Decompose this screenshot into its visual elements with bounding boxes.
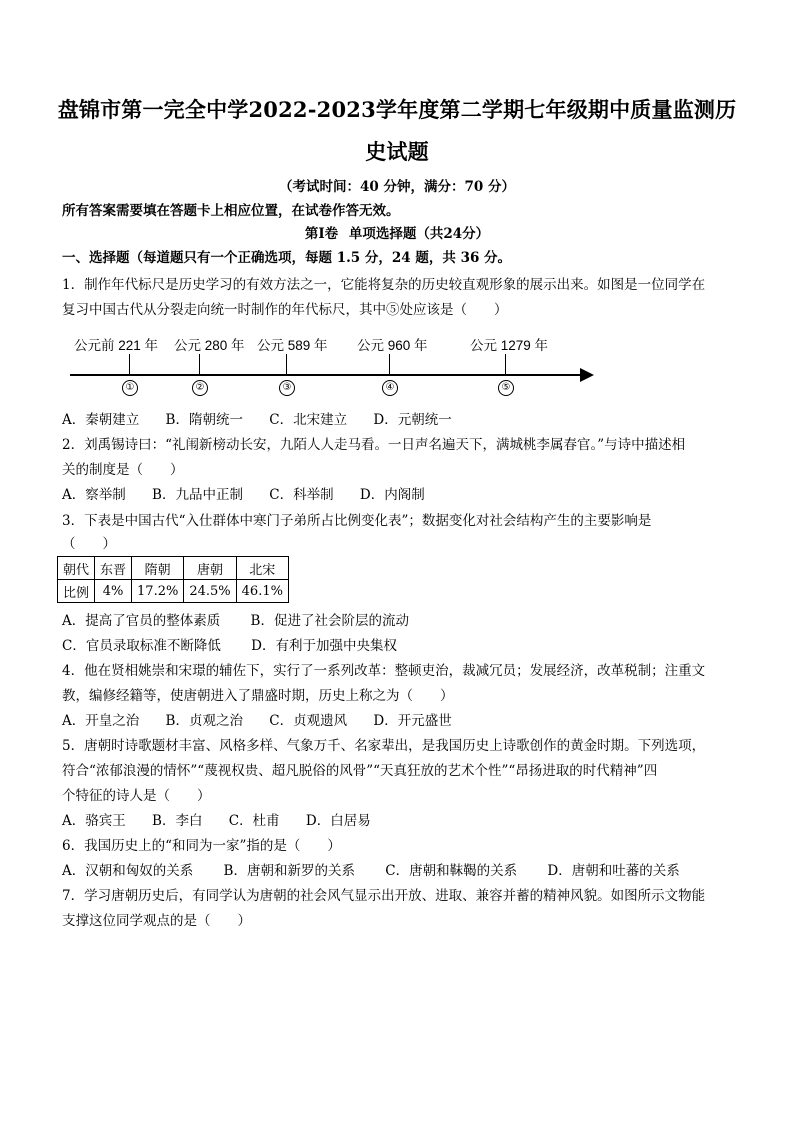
option-a[interactable]: A．察举制 bbox=[62, 487, 126, 503]
option-b[interactable]: B．贞观之治 bbox=[165, 713, 243, 729]
option-a[interactable]: A．提高了官员的整体素质 bbox=[62, 613, 221, 629]
option-c[interactable]: C．北宋建立 bbox=[269, 412, 348, 428]
question-5-options bbox=[62, 809, 393, 829]
timeline-marker-5: ⑤ bbox=[498, 380, 514, 396]
question-4-line1: 4．他在贤相姚崇和宋璟的辅佐下，实行了一系列改革：整顿吏治，裁减冗员；发展经济，改革税制；注重文 bbox=[62, 663, 706, 679]
question-4-options bbox=[62, 709, 474, 729]
option-d[interactable]: D．内阁制 bbox=[359, 487, 425, 503]
timeline-tick bbox=[389, 354, 390, 374]
exam-title-line2: 史试题 bbox=[365, 139, 429, 164]
table-cell: 东晋 bbox=[95, 557, 132, 580]
question-4-line2: 教，编修经籍等，使唐朝进入了鼎盛时期，历史上称之为（ ） bbox=[62, 688, 454, 704]
option-a[interactable]: A．开皇之治 bbox=[62, 713, 140, 729]
timeline-figure bbox=[64, 326, 604, 398]
option-d[interactable]: D．唐朝和吐蕃的关系 bbox=[547, 863, 680, 879]
timeline-tick bbox=[286, 354, 287, 374]
table-cell: 唐朝 bbox=[184, 557, 236, 580]
question-2-line2: 关的制度是（ ） bbox=[62, 462, 184, 478]
timeline-tick bbox=[199, 354, 200, 374]
question-6-options bbox=[62, 859, 706, 879]
section-title: 第Ⅰ卷 单项选择题（共24分） bbox=[304, 226, 490, 242]
option-c[interactable]: C．唐朝和靺鞨的关系 bbox=[385, 863, 518, 879]
question-1-line2: 复习中国古代从分裂走向统一时制作的年代标尺，其中⑤处应该是（ ） bbox=[62, 302, 508, 318]
question-2-options bbox=[62, 483, 447, 503]
exam-info: （考试时间：40 分钟，满分：70 分） bbox=[279, 179, 515, 195]
option-b[interactable]: B．李白 bbox=[152, 813, 203, 829]
option-b[interactable]: B．隋朝统一 bbox=[165, 412, 243, 428]
option-d[interactable]: D．有利于加强中央集权 bbox=[251, 638, 397, 654]
question-5-line3: 个特征的诗人是（ ） bbox=[62, 788, 211, 804]
question-1-line1: 1．制作年代标尺是历史学习的有效方法之一，它能将复杂的历史较直观形象的展示出来。如图是一位同学在 bbox=[62, 277, 706, 293]
table-cell: 隋朝 bbox=[132, 557, 184, 580]
option-d[interactable]: D．元朝统一 bbox=[373, 412, 452, 428]
question-5-line1: 5．唐朝时诗歌题材丰富、风格多样、气象万千、名家辈出，是我国历史上诗歌创作的黄金时期。下列选项， bbox=[62, 738, 706, 754]
table-cell: 46.1% bbox=[236, 580, 288, 603]
table-cell: 比例 bbox=[58, 580, 95, 603]
timeline-marker-1: ① bbox=[122, 380, 138, 396]
table-cell: 17.2% bbox=[132, 580, 184, 603]
timeline-label-1: 公元前 221 年 bbox=[74, 338, 159, 353]
timeline-marker-4: ④ bbox=[382, 380, 398, 396]
ratio-table bbox=[57, 556, 289, 603]
timeline-axis bbox=[70, 374, 586, 376]
timeline-label-2: 公元 280 年 bbox=[174, 338, 245, 353]
timeline-label-5: 公元 1279 年 bbox=[470, 338, 549, 353]
answer-notice: 所有答案需要填在答题卡上相应位置，在试卷作答无效。 bbox=[62, 203, 400, 219]
option-c[interactable]: C．杜甫 bbox=[228, 813, 280, 829]
question-6-line1: 6．我国历史上的“和同为一家”指的是（ ） bbox=[62, 838, 341, 854]
option-a[interactable]: A．秦朝建立 bbox=[62, 412, 140, 428]
timeline-marker-2: ② bbox=[192, 380, 208, 396]
option-a[interactable]: A．骆宾王 bbox=[62, 813, 126, 829]
question-3-line1: 3．下表是中国古代“入仕群体中寒门子弟所占比例变化表”；数据变化对社会结构产生的主要影响是 bbox=[62, 513, 652, 529]
option-d[interactable]: D．开元盛世 bbox=[373, 713, 452, 729]
question-1-options bbox=[62, 408, 474, 428]
question-7-line2: 支撑这位同学观点的是（ ） bbox=[62, 913, 251, 929]
question-3-line2: （ ） bbox=[62, 536, 116, 552]
timeline-arrow-icon bbox=[580, 368, 594, 382]
timeline-marker-3: ③ bbox=[279, 380, 295, 396]
option-b[interactable]: B．九品中正制 bbox=[152, 487, 243, 503]
question-5-line2: 符合“浓郁浪漫的情怀”“蔑视权贵、超凡脱俗的风骨”“天真狂放的艺术个性”“昂扬进取的时代精神”四 bbox=[62, 763, 658, 779]
timeline-label-3: 公元 589 年 bbox=[257, 338, 328, 353]
option-c[interactable]: C．科举制 bbox=[269, 487, 334, 503]
option-a[interactable]: A．汉朝和匈奴的关系 bbox=[62, 863, 194, 879]
part-title: 一、选择题（每道题只有一个正确选项，每题 1.5 分，24 题，共 36 分。 bbox=[62, 250, 512, 266]
question-2-line1: 2．刘禹锡诗曰：“礼闱新榜动长安，九陌人人走马看。一日声名遍天下，满城桃李属春官。”与诗中描述相 bbox=[62, 437, 686, 453]
table-cell: 朝代 bbox=[58, 557, 95, 580]
table-row bbox=[58, 557, 289, 580]
timeline-label-4: 公元 960 年 bbox=[357, 338, 428, 353]
option-b[interactable]: B．促进了社会阶层的流动 bbox=[250, 613, 409, 629]
timeline-tick bbox=[129, 354, 130, 374]
exam-title-line1: 盘锦市第一完全中学2022-2023学年度第二学期七年级期中质量监测历 bbox=[57, 97, 737, 122]
question-7-line1: 7．学习唐朝历史后，有同学认为唐朝的社会风气显示出开放、进取、兼容并蓄的精神风貌。如图所示文物能 bbox=[62, 888, 706, 904]
question-3-options-row1 bbox=[62, 609, 435, 629]
timeline-tick bbox=[505, 354, 506, 374]
option-b[interactable]: B．唐朝和新罗的关系 bbox=[223, 863, 355, 879]
table-cell: 24.5% bbox=[184, 580, 236, 603]
option-d[interactable]: D．白居易 bbox=[305, 813, 371, 829]
table-cell: 4% bbox=[95, 580, 132, 603]
table-cell: 北宋 bbox=[236, 557, 288, 580]
option-c[interactable]: C．贞观遗风 bbox=[269, 713, 348, 729]
table-row bbox=[58, 580, 289, 603]
option-c[interactable]: C．官员录取标准不断降低 bbox=[62, 638, 221, 654]
question-3-options-row2 bbox=[62, 634, 423, 654]
